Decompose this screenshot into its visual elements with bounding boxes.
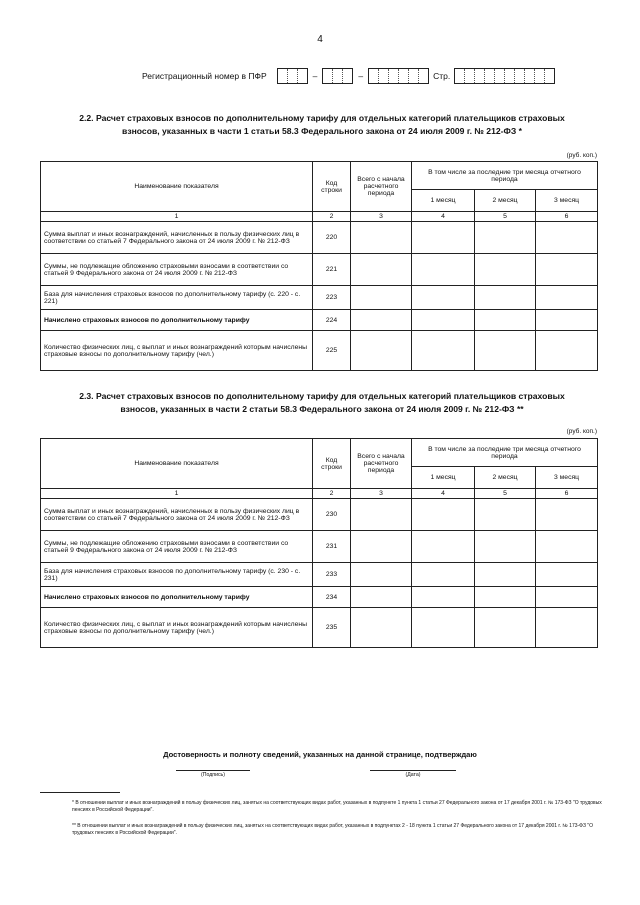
section-table-2-2: [40, 161, 598, 371]
row-code: 230: [313, 499, 351, 531]
value-cell[interactable]: [536, 499, 598, 531]
row-code: 221: [313, 254, 351, 286]
row-name: Сумма выплат и иных вознаграждений, начисленных в пользу физических лиц в соответствии со статьей 7 Федерального закона от 24 июля 2009 г. № 212-ФЗ: [41, 222, 313, 254]
col-header-code: Код строки: [313, 439, 351, 489]
footnote-divider: [40, 792, 120, 793]
row-name: База для начисления страховых взносов по дополнительному тарифу (с. 230 - с. 231): [41, 563, 313, 587]
value-cell[interactable]: [536, 310, 598, 331]
value-cell[interactable]: [351, 222, 412, 254]
registration-row: Регистрационный номер в ПФР – – Стр.: [142, 68, 555, 84]
page-number-cells[interactable]: [454, 68, 555, 84]
col-num: 1: [41, 489, 313, 499]
value-cell[interactable]: [412, 531, 475, 563]
col-num: 2: [313, 212, 351, 222]
value-cell[interactable]: [536, 331, 598, 371]
value-cell[interactable]: [351, 310, 412, 331]
value-cell[interactable]: [351, 286, 412, 310]
row-code: 235: [313, 608, 351, 648]
value-cell[interactable]: [475, 587, 536, 608]
col-header-name: Наименование показателя: [41, 439, 313, 489]
row-name: Количество физических лиц, с выплат и иных вознаграждений которым начислены страховые взносы по дополнительному тарифу (чел.): [41, 331, 313, 371]
value-cell[interactable]: [412, 222, 475, 254]
row-code: 233: [313, 563, 351, 587]
value-cell[interactable]: [475, 563, 536, 587]
section-table-2-3: [40, 438, 598, 648]
row-name: Сумма выплат и иных вознаграждений, начисленных в пользу физических лиц в соответствии со статьей 7 Федерального закона от 24 июля 2009 г. № 212-ФЗ: [41, 499, 313, 531]
col-header-code: Код строки: [313, 162, 351, 212]
col-num: 2: [313, 489, 351, 499]
value-cell[interactable]: [475, 310, 536, 331]
certification-text: Достоверность и полноту сведений, указанных на данной странице, подтверждаю: [163, 750, 477, 759]
table-row: [41, 563, 598, 587]
value-cell[interactable]: [351, 531, 412, 563]
col-num: 5: [475, 489, 536, 499]
value-cell[interactable]: [412, 587, 475, 608]
row-name: Начислено страховых взносов по дополнительному тарифу: [41, 310, 313, 331]
col-num: 4: [412, 489, 475, 499]
value-cell[interactable]: [351, 608, 412, 648]
registration-label: Регистрационный номер в ПФР: [142, 71, 267, 81]
row-name: Начислено страховых взносов по дополнительному тарифу: [41, 587, 313, 608]
row-name: База для начисления страховых взносов по дополнительному тарифу (с. 220 - с. 221): [41, 286, 313, 310]
value-cell[interactable]: [412, 254, 475, 286]
col-header-m3: 3 месяц: [536, 467, 598, 489]
row-name: Суммы, не подлежащие обложению страховыми взносами в соответствии со статьей 9 Федерального закона от 24 июля 2009 г. № 212-ФЗ: [41, 531, 313, 563]
row-code: 225: [313, 331, 351, 371]
value-cell[interactable]: [351, 499, 412, 531]
col-header-m1: 1 месяц: [412, 190, 475, 212]
value-cell[interactable]: [412, 608, 475, 648]
reg-number-part-1[interactable]: [277, 68, 308, 84]
value-cell[interactable]: [475, 286, 536, 310]
date-line[interactable]: (Дата): [370, 770, 456, 778]
table-row: [41, 254, 598, 286]
value-cell[interactable]: [475, 331, 536, 371]
value-cell[interactable]: [351, 563, 412, 587]
units-label: (руб. коп.): [566, 152, 597, 159]
units-label: (руб. коп.): [566, 428, 597, 435]
section-title-2-2: 2.2. Расчет страховых взносов по дополнительному тарифу для отдельных категорий плательщиков страховых взносов, указанных в части 1 статьи 58.3 Федерального закона от 24 июля 2009 г. № 212-ФЗ *: [79, 113, 565, 136]
table-row: [41, 331, 598, 371]
col-num: 6: [536, 489, 598, 499]
row-code: 224: [313, 310, 351, 331]
col-header-name: Наименование показателя: [41, 162, 313, 212]
col-num: 3: [351, 489, 412, 499]
value-cell[interactable]: [412, 499, 475, 531]
col-header-last3: В том числе за последние три месяца отчетного периода: [412, 439, 598, 467]
page-number: 4: [317, 34, 323, 45]
col-num: 1: [41, 212, 313, 222]
col-header-m2: 2 месяц: [475, 467, 536, 489]
value-cell[interactable]: [351, 254, 412, 286]
value-cell[interactable]: [412, 310, 475, 331]
value-cell[interactable]: [536, 563, 598, 587]
row-code: 223: [313, 286, 351, 310]
row-name: Суммы, не подлежащие обложению страховыми взносами в соответствии со статьей 9 Федерального закона от 24 июля 2009 г. № 212-ФЗ: [41, 254, 313, 286]
table-row: [41, 587, 598, 608]
value-cell[interactable]: [536, 222, 598, 254]
table-row: [41, 531, 598, 563]
value-cell[interactable]: [351, 331, 412, 371]
col-num: 3: [351, 212, 412, 222]
value-cell[interactable]: [536, 531, 598, 563]
col-num: 5: [475, 212, 536, 222]
table-row: [41, 222, 598, 254]
value-cell[interactable]: [475, 254, 536, 286]
table-row: [41, 286, 598, 310]
footnote-2: ** В отношении выплат и иных вознаграждений в пользу физических лиц, занятых на соответствующих видах работ, указанных в подпунктах 2 - 18 пункта 1 статьи 27 Федерального закона от 17 декабря 2001 г. № 173-ФЗ "О трудовых пенсиях в Российской Федерации".: [72, 823, 594, 836]
row-code: 231: [313, 531, 351, 563]
value-cell[interactable]: [475, 608, 536, 648]
value-cell[interactable]: [536, 254, 598, 286]
value-cell[interactable]: [536, 286, 598, 310]
value-cell[interactable]: [412, 563, 475, 587]
table-row: [41, 310, 598, 331]
col-header-m1: 1 месяц: [412, 467, 475, 489]
col-header-m2: 2 месяц: [475, 190, 536, 212]
reg-number-part-3[interactable]: [368, 68, 429, 84]
value-cell[interactable]: [475, 222, 536, 254]
footnote-1: * В отношении выплат и иных вознаграждений в пользу физических лиц, занятых на соответствующих видах работ, указанных в подпункте 1 пункта 1 статьи 27 Федерального закона от 17 декабря 2001 г. № 173-ФЗ "О трудовых пенсиях в Российской Федерации".: [72, 800, 602, 813]
col-header-m3: 3 месяц: [536, 190, 598, 212]
row-code: 220: [313, 222, 351, 254]
signature-line[interactable]: (Подпись): [176, 770, 250, 778]
row-code: 234: [313, 587, 351, 608]
page-label: Стр.: [433, 71, 451, 81]
col-header-total: Всего с начала расчетного периода: [351, 439, 412, 489]
value-cell[interactable]: [475, 499, 536, 531]
col-num: 6: [536, 212, 598, 222]
section-title-2-3: 2.3. Расчет страховых взносов по дополнительному тарифу для отдельных категорий плательщиков страховых взносов, указанных в части 2 статьи 58.3 Федерального закона от 24 июля 2009 г. № 212-ФЗ **: [79, 391, 565, 414]
col-num: 4: [412, 212, 475, 222]
row-name: Количество физических лиц, с выплат и иных вознаграждений которым начислены страховые взносы по дополнительному тарифу (чел.): [41, 608, 313, 648]
col-header-last3: В том числе за последние три месяца отчетного периода: [412, 162, 598, 190]
value-cell[interactable]: [536, 608, 598, 648]
value-cell[interactable]: [536, 587, 598, 608]
value-cell[interactable]: [351, 587, 412, 608]
reg-number-part-2[interactable]: [322, 68, 353, 84]
value-cell[interactable]: [412, 286, 475, 310]
value-cell[interactable]: [412, 331, 475, 371]
value-cell[interactable]: [475, 531, 536, 563]
table-row: [41, 608, 598, 648]
col-header-total: Всего с начала расчетного периода: [351, 162, 412, 212]
table-row: [41, 499, 598, 531]
